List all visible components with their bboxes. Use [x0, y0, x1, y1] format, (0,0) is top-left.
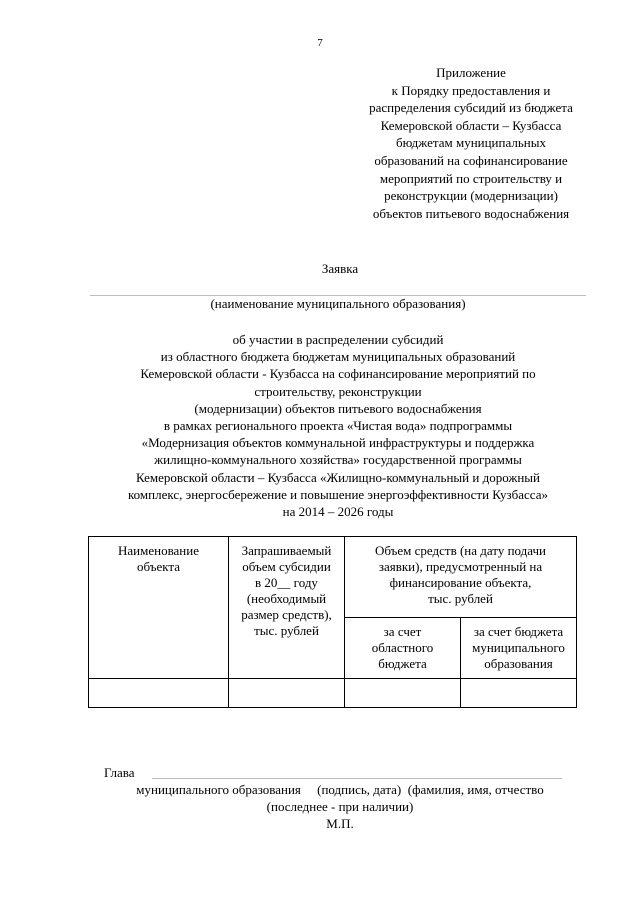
signature-caption-line: муниципального образования (подпись, дата) (фамилия, имя, отчество: [136, 782, 544, 797]
signature-caption-line: (последнее - при наличии): [266, 799, 414, 814]
header-requested-subsidy: [229, 537, 345, 679]
appendix-line: Приложение: [436, 65, 506, 80]
header-text: объекта: [136, 559, 181, 574]
table-cell: [89, 679, 229, 708]
signature-head-label: Глава: [104, 765, 135, 780]
table-cell: [229, 679, 345, 708]
stamp-placeholder: М.П.: [326, 816, 354, 831]
header-text: Запрашиваемый: [241, 543, 332, 558]
purpose-line: из областного бюджета бюджетам муниципальных образований: [160, 349, 516, 365]
appendix-line: объектов питьевого водоснабжения: [372, 205, 570, 221]
header-object-name: [89, 537, 229, 679]
purpose-line: Кемеровской области – Кузбасса «Жилищно-коммунальный и дорожный: [135, 469, 540, 485]
header-text: заявки), предусмотренный на: [378, 559, 543, 574]
document-title: Заявка: [321, 261, 359, 276]
header-text: финансирование объекта,: [389, 575, 532, 590]
header-text: за счет бюджета: [473, 624, 564, 639]
signature-line: [152, 778, 562, 779]
appendix-header: [340, 64, 602, 222]
header-municipal-budget: [461, 618, 577, 679]
purpose-line: «Модернизация объектов коммунальной инфраструктуры и поддержка: [141, 435, 535, 451]
header-text: объем субсидии: [242, 559, 331, 574]
appendix-line: распределения субсидий из бюджета: [369, 100, 573, 116]
appendix-line: Кемеровской области – Кузбасса: [380, 117, 562, 133]
header-text: образования: [484, 656, 553, 671]
header-text: размер средств),: [241, 607, 332, 622]
appendix-line: образований на софинансирование: [374, 152, 568, 168]
purpose-line: комплекс, энергосбережение и повышение энергоэффективности Кузбасса»: [128, 486, 548, 502]
appendix-line: мероприятий по строительству и: [379, 170, 563, 186]
purpose-line: в рамках регионального проекта «Чистая вода» подпрограммы: [163, 418, 513, 434]
header-text: в 20__ году: [255, 575, 318, 590]
purpose-line: об участии в распределении субсидий: [232, 332, 444, 347]
header-text: бюджета: [378, 656, 427, 671]
header-text: Наименование: [118, 543, 199, 558]
purpose-line: (модернизации) объектов питьевого водоснабжения: [194, 400, 482, 416]
request-purpose: [90, 331, 586, 520]
table-row: [89, 679, 577, 708]
table-cell: [461, 679, 577, 708]
purpose-line: строительству, реконструкции: [254, 383, 422, 399]
appendix-line: бюджетам муниципальных: [396, 135, 546, 151]
municipality-name-caption: (наименование муниципального образования): [210, 296, 466, 311]
appendix-line: реконструкции (модернизации): [384, 188, 558, 204]
header-text: тыс. рублей: [254, 623, 319, 638]
header-text: Объем средств (на дату подачи: [374, 543, 547, 558]
header-regional-budget: [345, 618, 461, 679]
header-text: тыс. рублей: [428, 591, 493, 606]
header-text: (необходимый: [246, 591, 327, 606]
purpose-line: жилищно-коммунального хозяйства» государственной программы: [154, 452, 522, 468]
request-table: [88, 536, 577, 708]
table-cell: [345, 679, 461, 708]
header-text: за счет: [383, 624, 422, 639]
signature-captions: [100, 781, 580, 832]
appendix-line: к Порядку предоставления и: [391, 82, 551, 98]
header-text: муниципального: [472, 640, 565, 655]
purpose-line: на 2014 – 2026 годы: [282, 504, 394, 520]
purpose-line: Кемеровской области - Кузбасса на софинансирование мероприятий по: [140, 366, 536, 382]
page-number: 7: [317, 37, 323, 49]
header-funding-volume: [345, 537, 577, 618]
header-text: областного: [371, 640, 434, 655]
